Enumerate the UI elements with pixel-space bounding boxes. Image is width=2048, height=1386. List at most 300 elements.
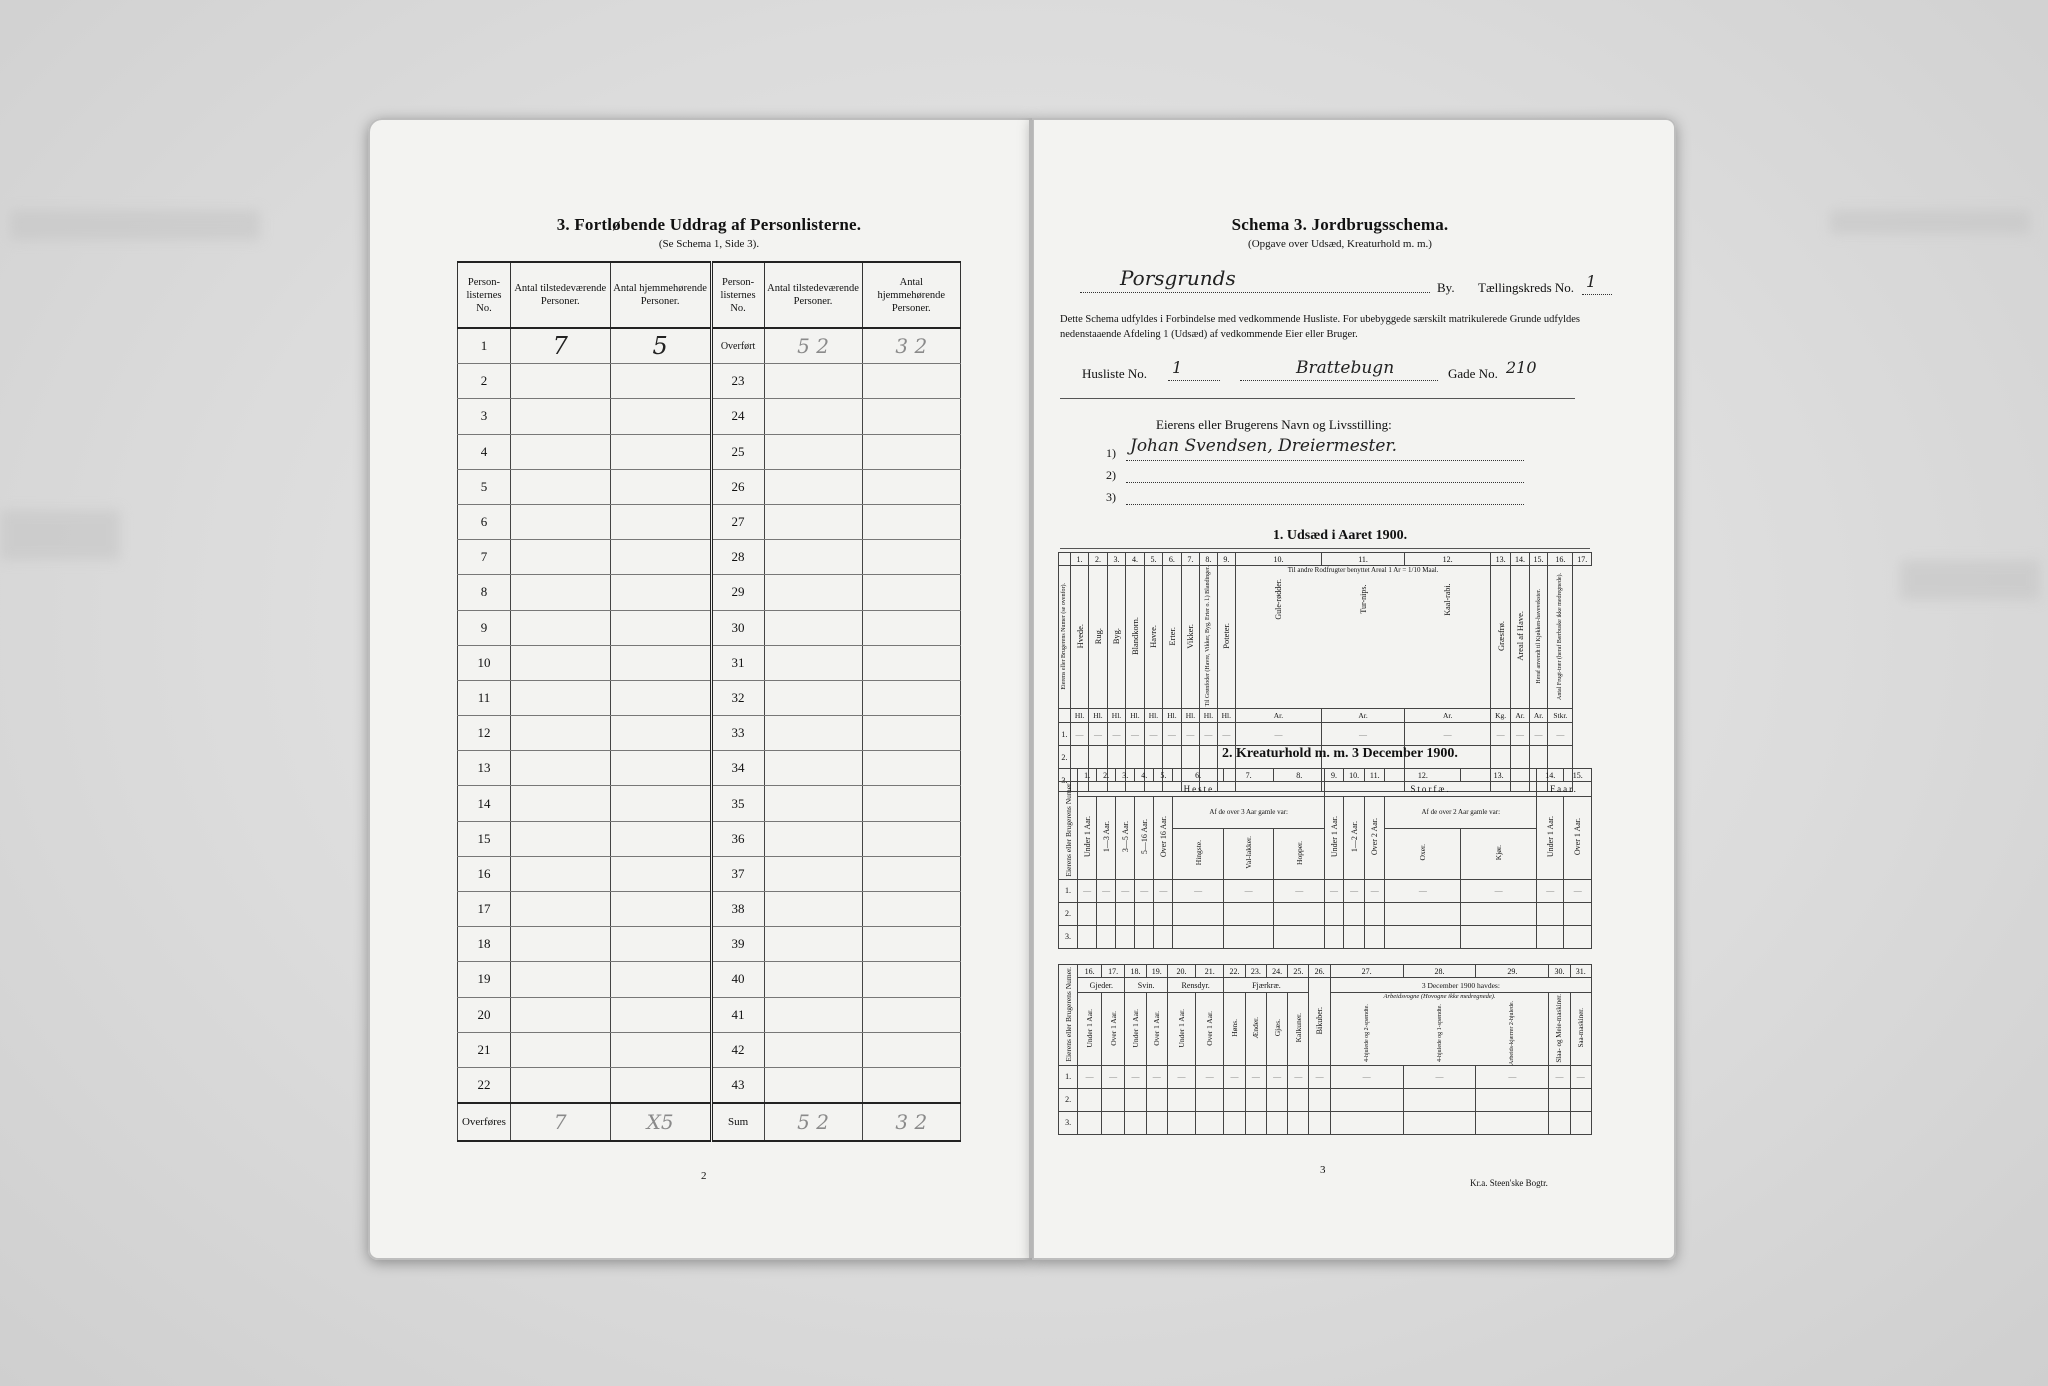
- col-number: 11.: [1321, 553, 1404, 566]
- row-number: 4: [458, 434, 511, 469]
- page-fold: [1029, 120, 1033, 1258]
- data-cell: [1288, 1088, 1309, 1111]
- group-header: [1236, 566, 1491, 709]
- present-cell: [764, 786, 862, 821]
- data-cell: —: [1274, 879, 1325, 902]
- col-number: 3.: [1116, 769, 1135, 782]
- data-cell: —: [1365, 879, 1385, 902]
- data-cell: —: [1564, 879, 1592, 902]
- col-header-text: Blandkorn.: [1129, 617, 1140, 656]
- section2-title: 2. Kreaturhold m. m. 3 December 1900.: [1222, 746, 1458, 761]
- col-header: [1511, 566, 1529, 709]
- data-cell: —: [1403, 1065, 1476, 1088]
- present-cell: [510, 892, 610, 927]
- col-header: [1089, 566, 1107, 709]
- col-header: [1059, 566, 1071, 709]
- col-header: [1529, 566, 1547, 709]
- col-number: 7.: [1181, 553, 1199, 566]
- data-cell: —: [1126, 723, 1144, 746]
- data-cell: —: [1200, 723, 1217, 746]
- instructions: Dette Schema udfyldes i Forbindelse med vedkommende Husliste. For ubebyggede særskilt matrikulerede Grunde udfyldes nedenstaaende Afdeling 1 (Udsæd) af vedkommende Eier eller Bruger.: [1060, 314, 1580, 340]
- data-cell: —: [1196, 1065, 1224, 1088]
- present-cell: [510, 645, 610, 680]
- col-header-text: Ænder.: [1251, 1017, 1261, 1039]
- col-header: [1344, 797, 1365, 880]
- col-header-text: Poteter.: [1221, 623, 1232, 650]
- col-number-row: [1059, 553, 1592, 566]
- units-row: [1059, 709, 1592, 723]
- row-number: 15: [458, 821, 511, 856]
- data-cell: [1167, 1111, 1195, 1134]
- col-header-text: Gule-rødder.: [1273, 579, 1283, 620]
- present-cell: [510, 364, 610, 399]
- unit-cell: Hl.: [1107, 709, 1125, 723]
- resident-cell: [610, 751, 711, 786]
- unit-cell: Ar.: [1236, 709, 1322, 723]
- data-cell: [1125, 1088, 1146, 1111]
- sum-label: Sum: [711, 1103, 764, 1141]
- group-fjaerkrae: Fjærkræ.: [1224, 978, 1309, 993]
- col-number: 5.: [1144, 553, 1162, 566]
- footer-present: 7: [510, 1103, 610, 1141]
- present-cell: [764, 504, 862, 539]
- col-header-text: 3—5 Aar.: [1120, 821, 1130, 853]
- unit-cell: Hl.: [1200, 709, 1217, 723]
- data-cell: —: [1173, 879, 1224, 902]
- row-number: 1.: [1059, 1065, 1078, 1088]
- scan-smudge: [0, 510, 120, 560]
- row-number: 40: [711, 962, 764, 997]
- resident-cell: [610, 328, 711, 364]
- subgroup-wagons: [1330, 993, 1549, 1066]
- table-row: [458, 504, 961, 539]
- resident-cell: [610, 821, 711, 856]
- resident-cell: [610, 469, 711, 504]
- row-number: 33: [711, 716, 764, 751]
- group-header-text: Til andre Rodfrugter benyttet Areal 1 Ar = 1/10 Maal.: [1287, 566, 1439, 574]
- col-header-text: Heraf anvendt til Kjøkken-havevekster.: [1535, 588, 1542, 684]
- col-number: 19.: [1146, 965, 1167, 978]
- data-cell: —: [1461, 879, 1537, 902]
- row-number: 11: [458, 680, 511, 715]
- col-header: Antal tilstedeværende Personer.: [510, 262, 610, 328]
- table-row: [458, 469, 961, 504]
- owner-row-value: Johan Svendsen, Dreiermester.: [1130, 436, 1398, 456]
- row-number: 3.: [1059, 1111, 1078, 1134]
- owner-row-line: [1126, 482, 1524, 483]
- row-number: 24: [711, 399, 764, 434]
- table-row: [458, 997, 961, 1032]
- table-row: [1059, 1088, 1592, 1111]
- data-cell: —: [1089, 723, 1107, 746]
- col-header: [1125, 993, 1146, 1066]
- data-cell: —: [1537, 879, 1564, 902]
- data-cell: —: [1070, 723, 1088, 746]
- row-number: 37: [711, 856, 764, 891]
- row-number: 22: [458, 1067, 511, 1103]
- row-number: 39: [711, 927, 764, 962]
- col-header-text: Kjør.: [1494, 844, 1504, 861]
- col-number: 6.: [1173, 769, 1224, 782]
- data-cell: —: [1529, 723, 1547, 746]
- data-cell: [1461, 902, 1537, 925]
- present-cell: [510, 1067, 610, 1103]
- resident-cell: [862, 927, 960, 962]
- data-cell: —: [1236, 723, 1322, 746]
- resident-cell: [610, 364, 711, 399]
- col-header-text: Eierens eller Brugerens Numer (se ovenfor).: [1061, 582, 1068, 690]
- col-header-text: Over 1 Aar.: [1573, 818, 1583, 856]
- house-label: Husliste No.: [1082, 366, 1147, 381]
- data-cell: [1403, 1111, 1476, 1134]
- left-page-number: 2: [701, 1170, 707, 1182]
- col-header: [1078, 993, 1102, 1066]
- col-number: 30.: [1549, 965, 1570, 978]
- table-row: [458, 821, 961, 856]
- unit-cell: Hl.: [1126, 709, 1144, 723]
- unit-cell: [1059, 709, 1071, 723]
- person-list-table: [457, 261, 961, 1142]
- data-cell: —: [1321, 723, 1404, 746]
- district-label: Tællingskreds No.: [1478, 280, 1575, 295]
- data-cell: —: [1135, 879, 1154, 902]
- resident-cell: [610, 1032, 711, 1067]
- table-row: [1059, 1065, 1592, 1088]
- data-cell: —: [1144, 723, 1162, 746]
- row-number: 3.: [1059, 925, 1078, 948]
- table-row: [458, 751, 961, 786]
- present-cell: [764, 399, 862, 434]
- resident-cell: [862, 434, 960, 469]
- col-header: [1116, 797, 1135, 880]
- resident-cell: [862, 1067, 960, 1103]
- data-cell: [1116, 902, 1135, 925]
- resident-cell: [862, 645, 960, 680]
- data-cell: [1223, 925, 1274, 948]
- col-header: [1146, 993, 1167, 1066]
- data-cell: [1549, 1111, 1570, 1134]
- row-number: 3: [458, 399, 511, 434]
- unit-cell: Ar.: [1529, 709, 1547, 723]
- col-header: [1163, 566, 1181, 709]
- col-header: [1097, 797, 1116, 880]
- col-number: 8.: [1274, 769, 1325, 782]
- table-row: [458, 1032, 961, 1067]
- subgroup-storfae: Af de over 2 Aar gamle var:: [1385, 797, 1537, 829]
- unit-cell: Stkr.: [1548, 709, 1573, 723]
- right-page-number: 3: [1320, 1164, 1326, 1176]
- table-row: [458, 328, 961, 364]
- resident-cell: [862, 786, 960, 821]
- table-row: [458, 610, 961, 645]
- data-cell: —: [1548, 723, 1573, 746]
- left-page-subtitle: (Se Schema 1, Side 3).: [658, 238, 760, 250]
- col-number: 4.: [1135, 769, 1154, 782]
- data-cell: —: [1167, 1065, 1195, 1088]
- data-cell: —: [1325, 879, 1344, 902]
- col-header: [1564, 797, 1592, 880]
- data-cell: [1288, 1111, 1309, 1134]
- group-storfae: Storfæ.: [1325, 782, 1537, 797]
- col-header-text: Under 1 Aar.: [1177, 1008, 1187, 1048]
- row-number: 8: [458, 575, 511, 610]
- col-header-text: Hingste.: [1193, 839, 1203, 866]
- col-header-text: 1—3 Aar.: [1101, 821, 1111, 853]
- row-number: 2.: [1059, 1088, 1078, 1111]
- table-row: [458, 786, 961, 821]
- present-cell: [510, 540, 610, 575]
- row-number: 29: [711, 575, 764, 610]
- data-cell: [1146, 1111, 1167, 1134]
- resident-cell: [862, 892, 960, 927]
- data-cell: [1325, 925, 1344, 948]
- data-cell: [1564, 902, 1592, 925]
- present-cell: [510, 856, 610, 891]
- col-header-text: Gjæs.: [1272, 1019, 1282, 1037]
- unit-cell: Hl.: [1181, 709, 1199, 723]
- row-number: 7: [458, 540, 511, 575]
- data-cell: [1154, 902, 1173, 925]
- row-number: 23: [711, 364, 764, 399]
- present-cell: [764, 364, 862, 399]
- unit-cell: Hl.: [1163, 709, 1181, 723]
- data-cell: —: [1125, 1065, 1146, 1088]
- data-cell: [1135, 902, 1154, 925]
- table-row: [458, 927, 961, 962]
- resident-cell: [862, 821, 960, 856]
- col-header-text: Eierens eller Brugerens Numer.: [1063, 782, 1073, 877]
- data-cell: [1403, 1088, 1476, 1111]
- present-cell: [764, 1032, 862, 1067]
- table-row: [458, 892, 961, 927]
- handwritten-value: 7: [552, 332, 568, 361]
- col-header-text: Kalkuner.: [1293, 1013, 1303, 1043]
- col-number: 1.: [1078, 769, 1097, 782]
- data-cell: —: [1405, 723, 1491, 746]
- resident-cell: [862, 469, 960, 504]
- table-row: [1059, 925, 1592, 948]
- col-header: Antal hjemmehørende Personer.: [610, 262, 711, 328]
- col-header: [1245, 993, 1266, 1066]
- sum-present: 5 2: [764, 1103, 862, 1141]
- city-label: By.: [1437, 280, 1455, 295]
- present-cell: [764, 540, 862, 575]
- scan-smudge: [1830, 210, 2030, 234]
- sum-resident: 3 2: [862, 1103, 960, 1141]
- data-cell: [1476, 1111, 1549, 1134]
- present-cell: [764, 856, 862, 891]
- col-header: Person-listernes No.: [458, 262, 511, 328]
- unit-cell: Ar.: [1405, 709, 1491, 723]
- present-cell: [764, 962, 862, 997]
- data-cell: [1173, 925, 1224, 948]
- data-cell: [1570, 1111, 1591, 1134]
- row-number: 1.: [1059, 879, 1078, 902]
- col-header: [1217, 566, 1235, 709]
- data-cell: [1266, 1111, 1287, 1134]
- col-header: Antal hjemmehørende Personer.: [862, 262, 960, 328]
- street-value: Brattebugn: [1296, 358, 1395, 378]
- col-header: [1288, 993, 1309, 1066]
- handwritten-value: 5 2: [797, 334, 829, 359]
- data-cell: —: [1223, 879, 1274, 902]
- row-number: 26: [711, 469, 764, 504]
- corner-cell: [1059, 553, 1071, 566]
- resident-cell: [862, 716, 960, 751]
- resident-cell: [610, 610, 711, 645]
- row-number: 20: [458, 997, 511, 1032]
- col-header: [1274, 828, 1325, 879]
- row-number: 43: [711, 1067, 764, 1103]
- data-cell: [1385, 902, 1461, 925]
- data-cell: —: [1511, 723, 1529, 746]
- subgroup-text: Arbeidsvogne (Hovogne ikke medregnede).: [1383, 993, 1496, 1000]
- group-svin: Svin.: [1125, 978, 1168, 993]
- resident-cell: [610, 927, 711, 962]
- col-header-text: Tur-nips.: [1358, 584, 1368, 614]
- col-header: [1126, 566, 1144, 709]
- row-number: 31: [711, 645, 764, 680]
- data-cell: [1564, 925, 1592, 948]
- resident-cell: [862, 997, 960, 1032]
- row-number: 1: [458, 328, 511, 364]
- owner-row-line: [1126, 460, 1524, 461]
- resident-cell: [610, 716, 711, 751]
- present-cell: [510, 1032, 610, 1067]
- data-cell: [1266, 1088, 1287, 1111]
- present-cell: [764, 469, 862, 504]
- data-cell: [1097, 925, 1116, 948]
- col-header-text: Havre.: [1148, 624, 1159, 648]
- col-header: [1135, 797, 1154, 880]
- col-header: [1570, 993, 1591, 1066]
- col-header: [1548, 566, 1573, 709]
- row-number: 30: [711, 610, 764, 645]
- street-label: Gade No.: [1448, 366, 1498, 381]
- group-faar: Faar.: [1537, 782, 1592, 797]
- group-rensdyr: Rensdyr.: [1167, 978, 1224, 993]
- data-cell: [1116, 925, 1135, 948]
- resident-cell: [610, 504, 711, 539]
- corner-cell: [1059, 769, 1078, 782]
- col-number: 9.: [1325, 769, 1344, 782]
- subgroup-row: [1059, 797, 1592, 829]
- data-cell: —: [1217, 723, 1235, 746]
- resident-cell: [610, 645, 711, 680]
- group-row: [1059, 978, 1592, 993]
- data-cell: [1570, 1088, 1591, 1111]
- present-cell: [510, 434, 610, 469]
- row-number: 14: [458, 786, 511, 821]
- col-number: 9.: [1217, 553, 1235, 566]
- present-cell: [764, 434, 862, 469]
- col-header: Antal tilstedeværende Personer.: [764, 262, 862, 328]
- data-cell: [1476, 1088, 1549, 1111]
- col-header-row: [1059, 566, 1592, 709]
- row-number: 2.: [1059, 902, 1078, 925]
- data-cell: [1125, 1111, 1146, 1134]
- data-cell: [1385, 925, 1461, 948]
- group-havdes: 3 December 1900 havdes:: [1330, 978, 1591, 993]
- table-row: [1059, 723, 1592, 746]
- col-header-text: Til Grønfoder (Havre, Vikker, Byg, Erter o. l.) Blandinger.: [1205, 566, 1212, 707]
- data-cell: [1344, 925, 1365, 948]
- row-number: 3.: [1059, 769, 1071, 792]
- col-number: 25.: [1288, 965, 1309, 978]
- resident-cell: [610, 856, 711, 891]
- col-header-text: Hvede.: [1074, 624, 1085, 649]
- row-number: 2: [458, 364, 511, 399]
- data-cell: —: [1116, 879, 1135, 902]
- col-header: [1078, 797, 1097, 880]
- data-cell: [1365, 925, 1385, 948]
- col-header-text: Under 1 Aar.: [1329, 816, 1339, 858]
- col-header-text: Under 1 Aar.: [1085, 1008, 1095, 1048]
- col-header-text: Antal Frugt-trær (heraf Bærbuske ikke medregnede).: [1557, 572, 1564, 700]
- owner-row-label: 3): [1106, 490, 1116, 504]
- resident-cell: [862, 962, 960, 997]
- right-page-title: Schema 3. Jordbrugsschema.: [1231, 215, 1449, 234]
- data-cell: [1078, 1088, 1102, 1111]
- resident-cell: [862, 328, 960, 364]
- owner-heading: Eierens eller Brugerens Navn og Livsstilling:: [1156, 417, 1392, 432]
- table-row: [458, 540, 961, 575]
- resident-cell: [610, 540, 711, 575]
- col-number: 4.: [1126, 553, 1144, 566]
- present-cell: [764, 716, 862, 751]
- table-row: [458, 645, 961, 680]
- data-cell: —: [1078, 879, 1097, 902]
- data-cell: [1224, 1088, 1245, 1111]
- data-cell: [1344, 902, 1365, 925]
- col-number: 24.: [1266, 965, 1287, 978]
- data-cell: [1224, 1111, 1245, 1134]
- row-number: 28: [711, 540, 764, 575]
- col-number: 31.: [1570, 965, 1591, 978]
- col-header: [1154, 797, 1173, 880]
- data-cell: [1101, 1088, 1125, 1111]
- col-header: [1200, 566, 1217, 709]
- data-cell: —: [1476, 1065, 1549, 1088]
- col-number: 22.: [1224, 965, 1245, 978]
- group-gjeder: Gjeder.: [1078, 978, 1125, 993]
- row-number: 1.: [1059, 723, 1071, 746]
- col-header: [1144, 566, 1162, 709]
- handwritten-value: 5: [652, 332, 668, 361]
- col-number: 16.: [1078, 965, 1102, 978]
- footer-row: [458, 1103, 961, 1141]
- col-number: 10.: [1236, 553, 1322, 566]
- table-row: [458, 1067, 961, 1103]
- col-number: 23.: [1245, 965, 1266, 978]
- data-cell: [1173, 902, 1224, 925]
- data-cell: [1365, 902, 1385, 925]
- col-number: 14.: [1511, 553, 1529, 566]
- data-cell: [1330, 1111, 1403, 1134]
- resident-cell: [610, 434, 711, 469]
- col-header: Person-listernes No.: [711, 262, 764, 328]
- resident-cell: [862, 680, 960, 715]
- col-number: 26.: [1309, 965, 1330, 978]
- table-row: [458, 716, 961, 751]
- col-header-text: Byg.: [1111, 628, 1122, 645]
- row-number: 25: [711, 434, 764, 469]
- data-cell: [1325, 902, 1344, 925]
- col-number: 2.: [1097, 769, 1116, 782]
- col-header-text: Areal af Have.: [1515, 611, 1526, 662]
- resident-cell: [862, 399, 960, 434]
- data-cell: [1078, 902, 1097, 925]
